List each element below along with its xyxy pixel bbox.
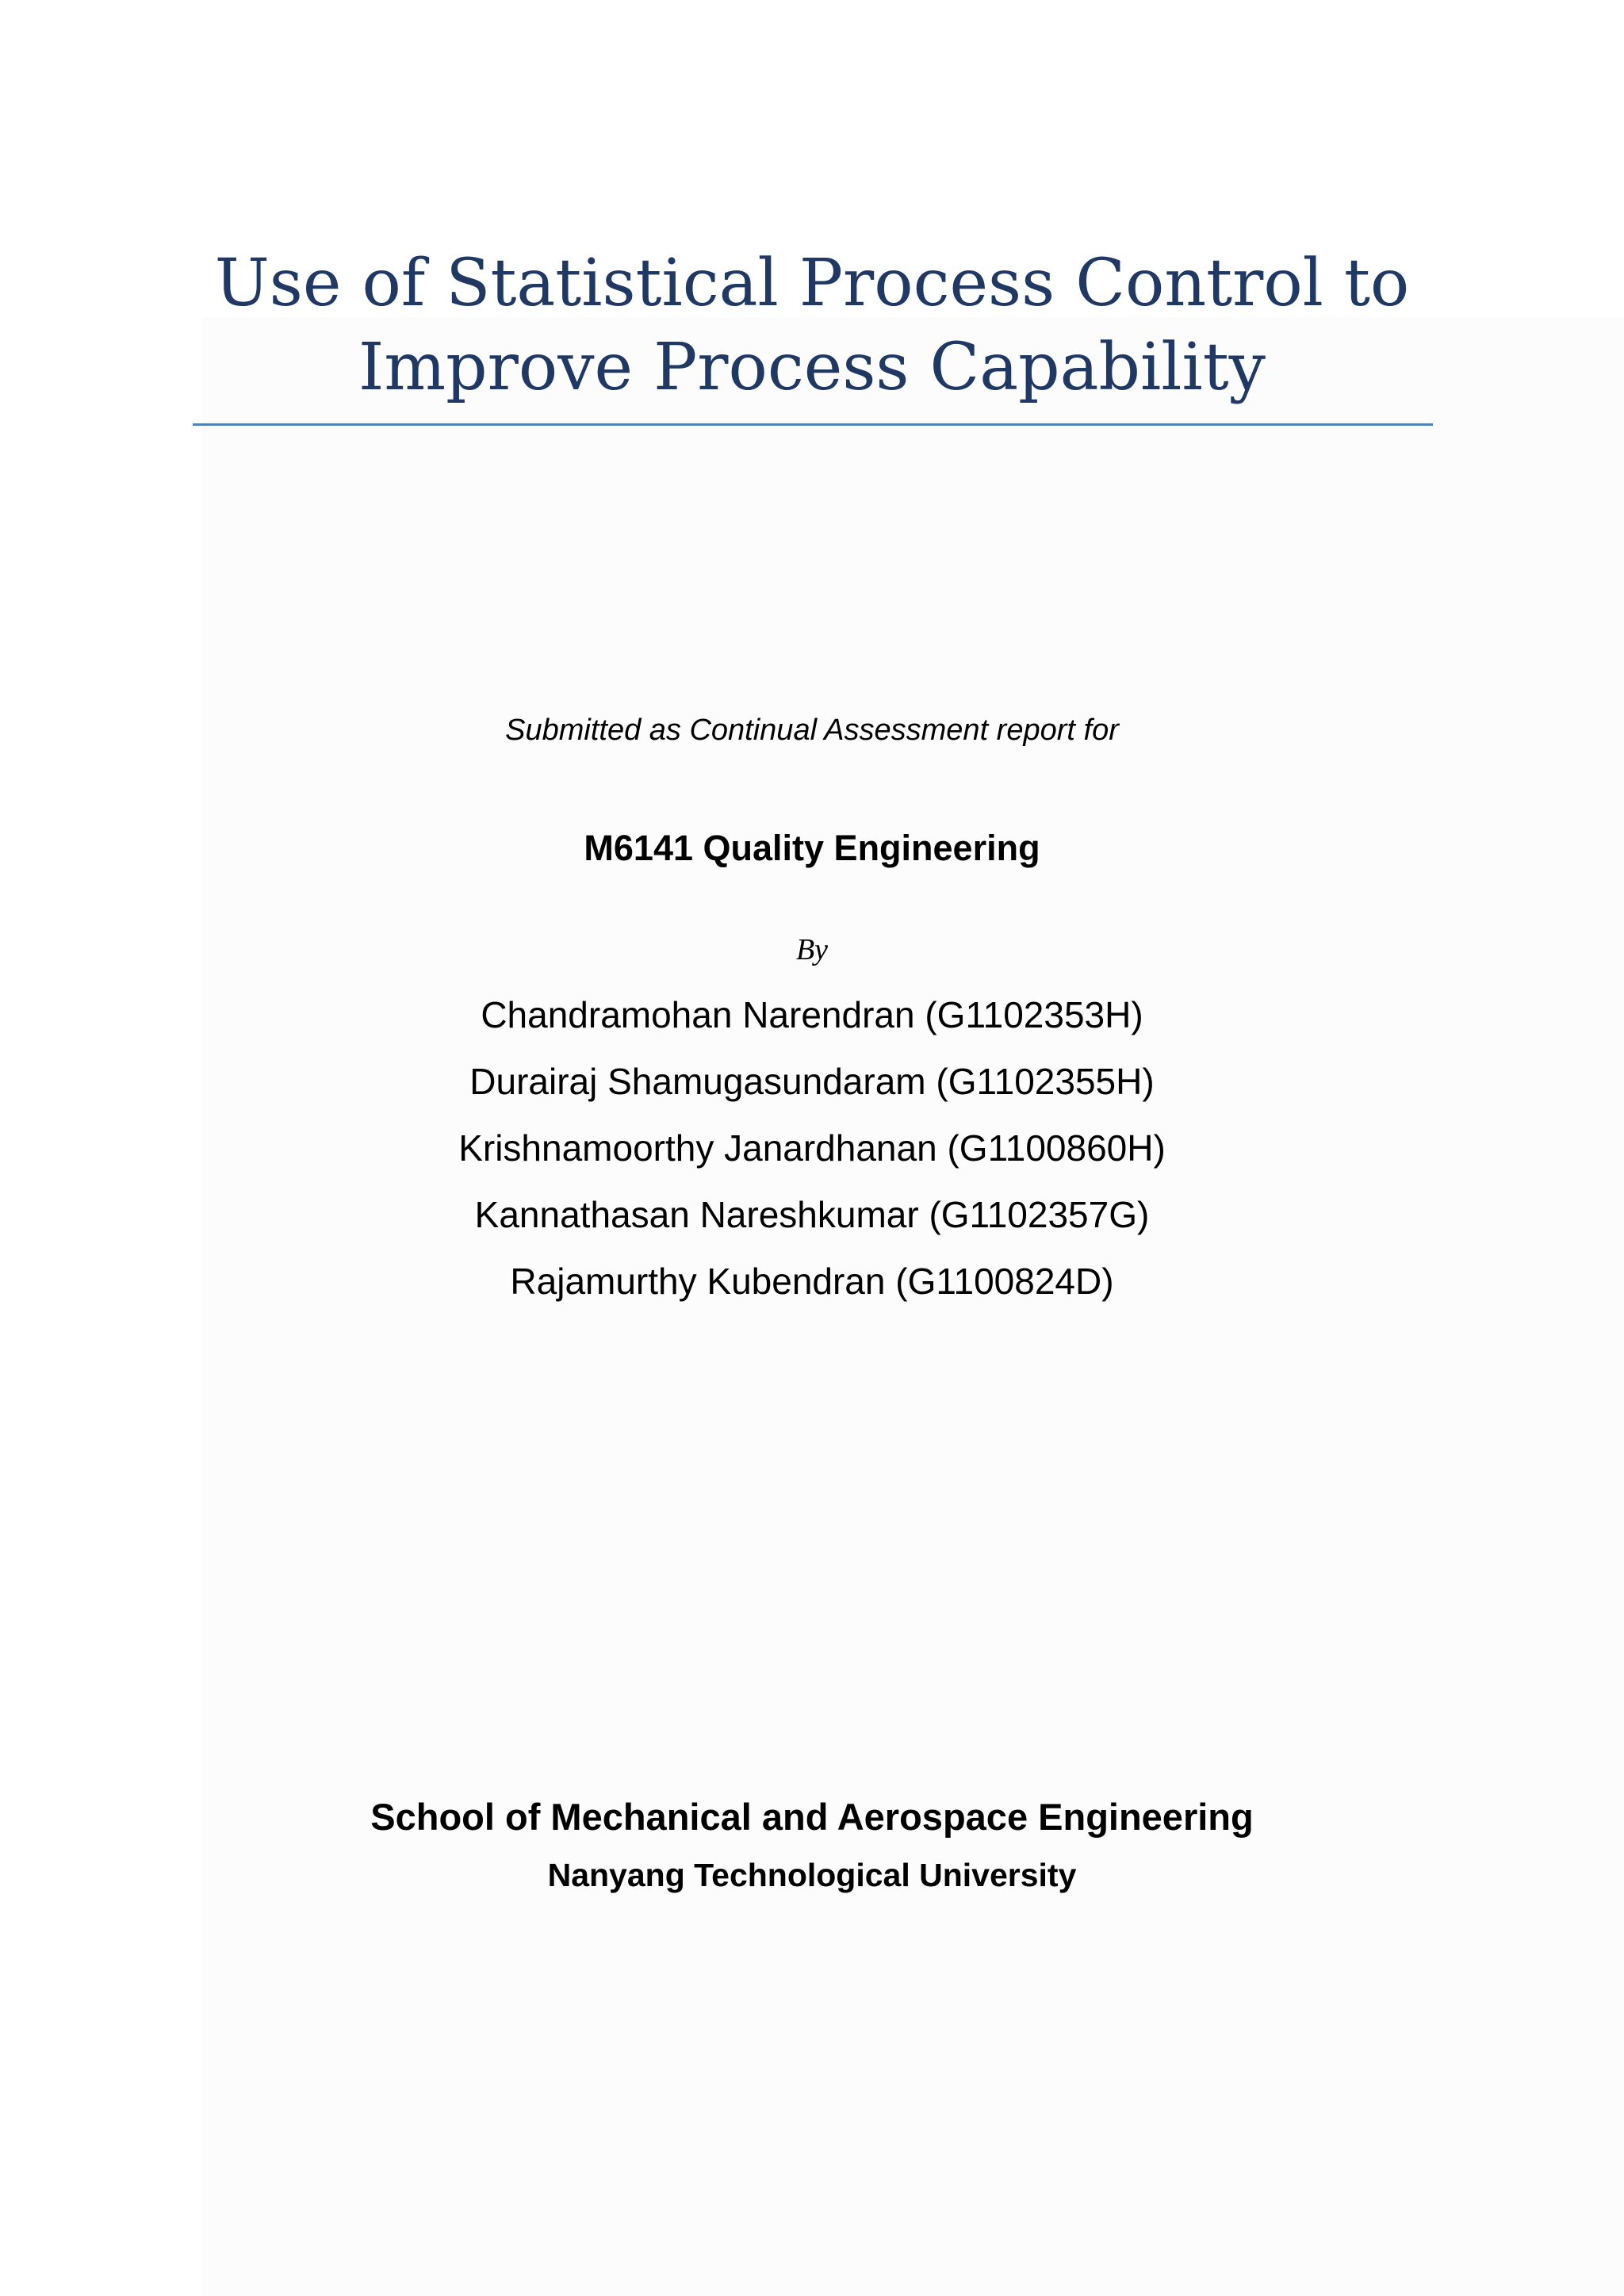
title-line-2: Improve Process Capability [358, 330, 1266, 405]
school-name: School of Mechanical and Aerospace Engineering [370, 1796, 1254, 1838]
title-line-1: Use of Statistical Process Control to [214, 246, 1410, 321]
author-item: Rajamurthy Kubendran (G1100824D) [510, 1261, 1114, 1302]
university-name: Nanyang Technological University [547, 1857, 1077, 1893]
by-label: By [795, 933, 829, 966]
author-list [0, 982, 1624, 1314]
author-item: Krishnamoorthy Janardhanan (G1100860H) [458, 1127, 1166, 1169]
course-name: M6141 Quality Engineering [584, 828, 1040, 868]
submission-note: Submitted as Continual Assessment report for [505, 714, 1119, 747]
title-divider [193, 423, 1433, 426]
author-item: Chandramohan Narendran (G1102353H) [481, 994, 1143, 1035]
document-title [190, 242, 1434, 410]
author-item: Kannathasan Nareshkumar (G1102357G) [474, 1194, 1150, 1235]
author-item: Durairaj Shamugasundaram (G1102355H) [469, 1061, 1155, 1102]
